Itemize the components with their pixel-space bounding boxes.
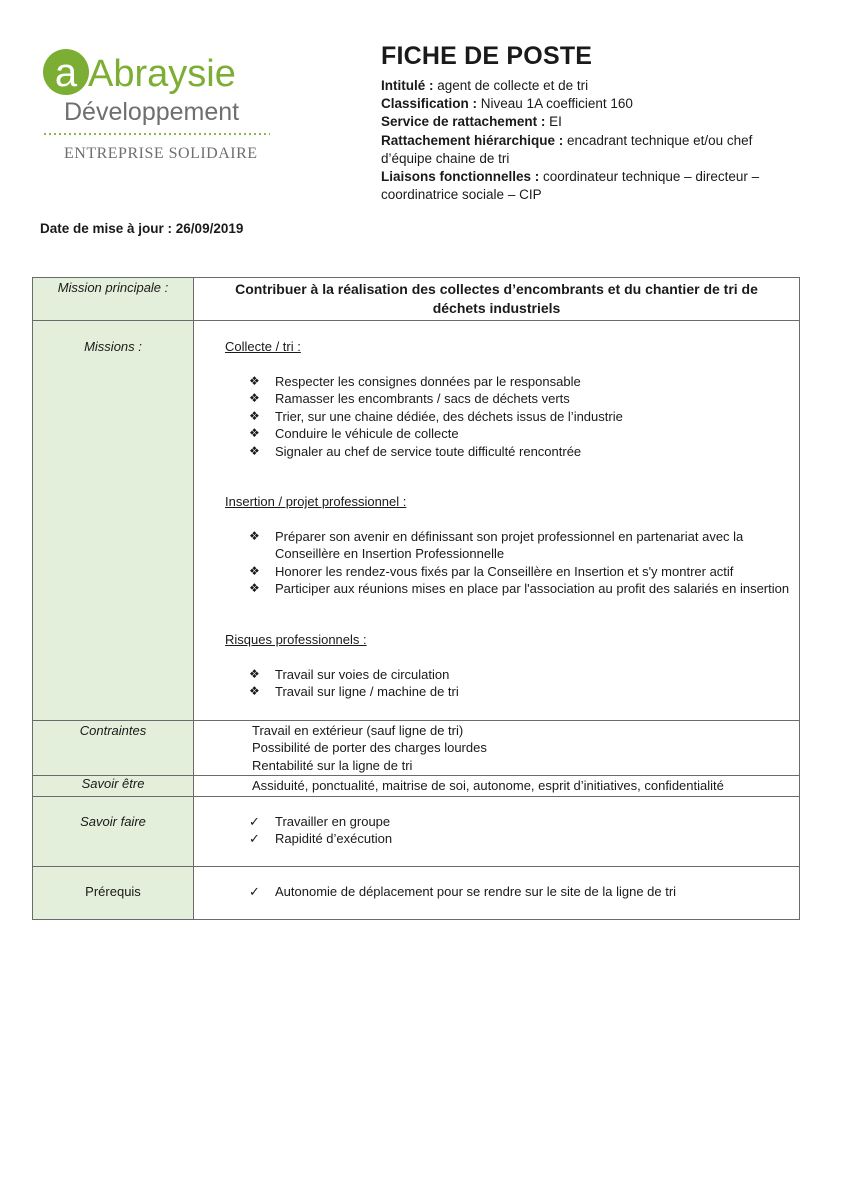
row-savoir-faire — [33, 796, 800, 866]
diamond-bullet-icon: ❖ — [249, 426, 260, 441]
logo-subtitle: Développement — [64, 98, 240, 126]
abraysie-logo-graphic — [40, 46, 280, 166]
field-label: Rattachement hiérarchique : — [381, 132, 564, 148]
diamond-bullet-icon: ❖ — [249, 666, 260, 681]
checkmark-icon: ✓ — [249, 831, 260, 847]
missions-content — [194, 321, 800, 721]
list-item-text: Travailler en groupe — [275, 813, 391, 829]
contrainte-line: Travail en extérieur (sauf ligne de tri) — [252, 723, 464, 738]
list-item — [249, 443, 799, 460]
diamond-bullet-icon: ❖ — [249, 391, 260, 406]
row-savoir-etre — [33, 776, 800, 796]
label-prerequis: Prérequis — [33, 866, 194, 919]
label-contraintes: Contraintes — [33, 721, 194, 776]
list-item — [249, 580, 799, 597]
field-value: agent de collecte et de tri — [433, 78, 589, 93]
list-item — [249, 666, 799, 683]
list-item — [249, 408, 799, 425]
list-item — [249, 563, 799, 580]
savoir-faire-content — [194, 796, 800, 866]
list-item-text: Trier, sur une chaine dédiée, des déchets issus de l’industrie — [275, 408, 623, 424]
page-title: FICHE DE POSTE — [381, 42, 593, 70]
list-item-text: Ramasser les encombrants / sacs de déchets verts — [275, 391, 570, 407]
list-item-text: Autonomie de déplacement pour se rendre sur le site de la ligne de tri — [275, 883, 677, 899]
diamond-bullet-icon: ❖ — [249, 563, 260, 578]
diamond-bullet-icon: ❖ — [249, 684, 260, 699]
field-label: Service de rattachement : — [381, 114, 546, 130]
field-label: Classification : — [381, 96, 478, 112]
list-item — [249, 813, 799, 830]
field-value: EI — [545, 114, 562, 130]
list-item — [249, 528, 799, 563]
list-item — [249, 390, 799, 407]
mission-principale-text: Contribuer à la réalisation des collectes d’encombrants et du chantier de tri de déchets industriels — [194, 278, 800, 321]
prerequis-content — [194, 866, 800, 919]
diamond-bullet-icon: ❖ — [249, 581, 260, 596]
contrainte-line: Possibilité de porter des charges lourdes — [252, 740, 487, 756]
list-collecte — [194, 373, 799, 460]
list-item-text: Honorer les rendez-vous fixés par la Conseillère en Insertion et s'y montrer actif — [275, 563, 734, 579]
diamond-bullet-icon: ❖ — [249, 443, 260, 458]
spacer — [194, 598, 799, 632]
list-item-text: Préparer son avenir en définissant son projet professionnel en partenariat avec la Conseillère en Insertion Professionnelle — [275, 529, 744, 562]
list-item — [249, 373, 799, 390]
list-item — [249, 425, 799, 442]
field-rattachement — [381, 132, 801, 168]
update-date: Date de mise à jour : 26/09/2019 — [40, 221, 244, 236]
row-missions — [33, 321, 800, 721]
list-item-text: Respecter les consignes données par le responsable — [275, 374, 581, 389]
row-contraintes — [33, 721, 800, 776]
logo-letter: a — [54, 51, 78, 95]
list-insertion — [194, 528, 799, 598]
diamond-bullet-icon: ❖ — [249, 374, 260, 388]
label-mission-principale: Mission principale : — [33, 278, 194, 321]
list-item-text: Participer aux réunions mises en place par l'association au profit des salariés en insertion — [275, 581, 790, 597]
company-logo — [40, 46, 280, 166]
checkmark-icon: ✓ — [249, 813, 260, 829]
field-liaisons — [381, 168, 801, 204]
logo-name: Abraysie — [88, 53, 236, 95]
list-item-text: Signaler au chef de service toute difficulté rencontrée — [275, 443, 582, 459]
contrainte-line: Rentabilité sur la ligne de tri — [252, 757, 413, 773]
list-prerequis — [194, 883, 799, 900]
list-risques — [194, 666, 799, 701]
savoir-etre-text: Assiduité, ponctualité, maitrise de soi, autonome, esprit d’initiatives, confidentialité — [194, 776, 800, 796]
field-value: coordinateur technique – directeur – coordinatrice sociale – CIP — [381, 169, 760, 203]
list-item — [249, 883, 799, 900]
label-missions: Missions : — [33, 321, 194, 721]
list-item-text: Travail sur voies de circulation — [275, 666, 450, 682]
field-label: Liaisons fonctionnelles : — [381, 169, 540, 185]
list-savoir-faire — [194, 813, 799, 848]
row-prerequis — [33, 866, 800, 919]
row-mission-principale — [33, 278, 800, 321]
field-intitule — [381, 77, 801, 95]
list-item-text: Rapidité d’exécution — [275, 831, 393, 847]
list-item — [249, 830, 799, 847]
job-header — [381, 42, 801, 204]
list-item-text: Travail sur ligne / machine de tri — [275, 684, 459, 700]
section-title-insertion: Insertion / projet professionnel : — [225, 494, 407, 510]
field-label: Intitulé : — [381, 78, 434, 93]
field-value: encadrant technique et/ou chef d’équipe chaine de tri — [381, 132, 753, 166]
label-savoir-etre: Savoir être — [33, 776, 194, 796]
contraintes-content — [194, 721, 800, 776]
spacer — [194, 460, 799, 494]
field-service — [381, 113, 801, 131]
checkmark-icon: ✓ — [249, 883, 260, 899]
field-value: Niveau 1A coefficient 160 — [477, 96, 633, 112]
field-classification — [381, 95, 801, 113]
diamond-bullet-icon: ❖ — [249, 529, 260, 544]
logo-tagline: ENTREPRISE SOLIDAIRE — [64, 145, 258, 162]
section-title-collecte: Collecte / tri : — [225, 339, 301, 354]
section-title-risques: Risques professionnels : — [225, 631, 367, 647]
label-savoir-faire: Savoir faire — [33, 796, 194, 866]
list-item-text: Conduire le véhicule de collecte — [275, 426, 459, 442]
list-item — [249, 683, 799, 700]
job-table — [32, 277, 800, 920]
diamond-bullet-icon: ❖ — [249, 408, 260, 423]
